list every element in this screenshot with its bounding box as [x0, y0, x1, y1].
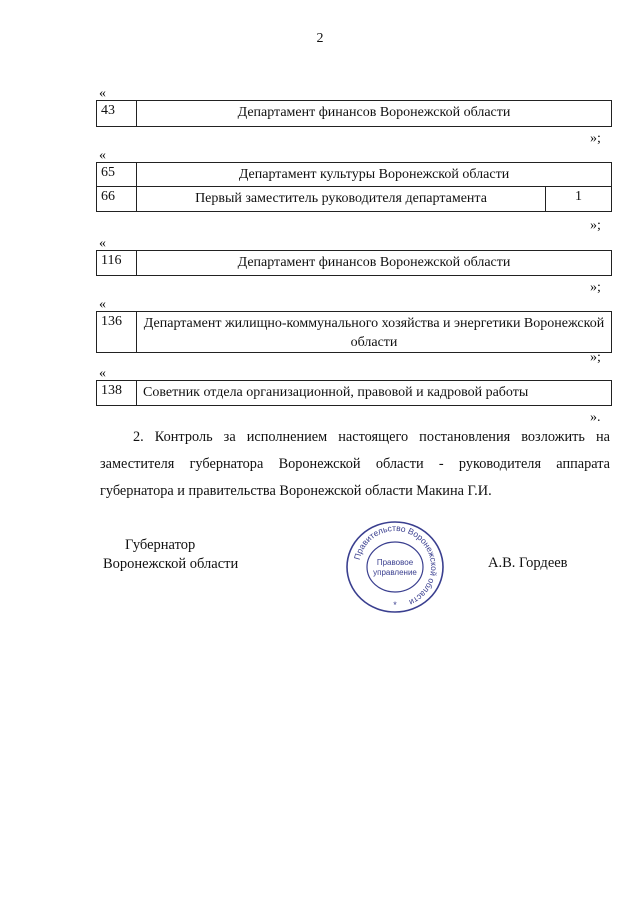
stamp-star: * [393, 600, 397, 610]
quote-open: « [99, 148, 106, 163]
signature-name: А.В. Гордеев [488, 555, 568, 571]
row-title: Департамент жилищно-коммунального хозяйства и энергетики Воронежской области [143, 316, 605, 350]
signature-role [103, 536, 238, 574]
row-number: 136 [97, 312, 137, 352]
quote-close: ». [590, 410, 601, 425]
table-row [96, 162, 612, 187]
quote-open: « [99, 297, 106, 312]
row-number: 43 [97, 101, 137, 126]
quote-close: »; [590, 218, 601, 233]
table-row [96, 186, 612, 212]
page-number: 2 [316, 31, 324, 46]
row-title: Департамент культуры Воронежской области [238, 167, 510, 182]
control-paragraph [100, 424, 610, 505]
role-line-2: Воронежской области [103, 556, 239, 572]
row-title: Советник отдела организационной, правовой и кадровой работы [143, 385, 529, 400]
stamp-outer-ring [347, 522, 443, 612]
role-line-1: Губернатор [125, 537, 196, 553]
official-stamp [342, 519, 448, 615]
row-number: 65 [97, 163, 137, 186]
row-value: 1 [545, 187, 611, 211]
quote-close: »; [590, 350, 601, 365]
table-row [96, 311, 612, 353]
quote-close: »; [590, 280, 601, 295]
stamp-inner-line-1: Правовое [376, 558, 414, 567]
table-row [96, 380, 612, 406]
table-row [96, 250, 612, 276]
row-number: 116 [97, 251, 137, 275]
quote-open: « [99, 366, 106, 381]
stamp-inner-line-2: управление [373, 568, 417, 577]
stamp-outer-text: Правительство Воронежской области [351, 522, 440, 608]
row-number: 138 [97, 381, 137, 405]
stamp-inner-ring [367, 542, 423, 592]
row-title: Департамент финансов Воронежской области [237, 255, 511, 270]
quote-open: « [99, 236, 106, 251]
row-number: 66 [97, 187, 137, 211]
quote-close: »; [590, 131, 601, 146]
table-row [96, 100, 612, 127]
quote-open: « [99, 86, 106, 101]
paragraph-text: 2. Контроль за исполнением настоящего постановления возложить на заместителя губернатора Воронежской области - руководителя аппарата губернатора и правительства Воронежской области Макина Г.И. [100, 429, 610, 499]
row-title: Департамент финансов Воронежской области [237, 105, 511, 120]
row-title: Первый заместитель руководителя департамента [195, 191, 487, 206]
